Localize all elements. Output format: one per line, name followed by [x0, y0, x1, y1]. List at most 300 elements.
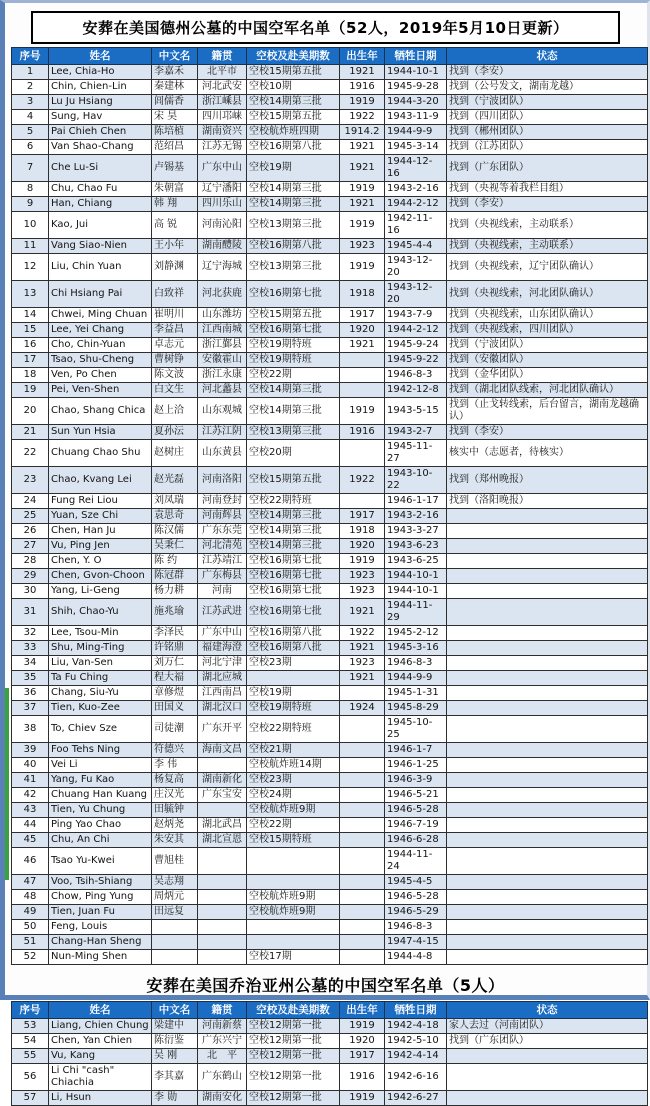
cell-name-en: To, Chiev Sze [49, 716, 152, 743]
cell-birth-year [340, 368, 385, 383]
cell-birth-year: 1919 [340, 182, 385, 197]
cell-name-en: Tien, Kuo-Zee [49, 701, 152, 716]
cell-birth-year [340, 716, 385, 743]
cell-status: 找到（广东团队） [447, 1034, 648, 1049]
table-row [12, 875, 648, 890]
table-row [12, 368, 648, 383]
cell-name-en: Li, Hsun [49, 1091, 152, 1106]
cell-death-date: 1942-4-18 [385, 1019, 447, 1034]
cell-name-zh: 赵树庄 [152, 440, 198, 467]
cell-name-zh: 杨力耕 [152, 584, 198, 599]
cell-name-zh: 李 勋 [152, 1091, 198, 1106]
table-row [12, 65, 648, 80]
cell-school-batch: 空校航炸班9期 [247, 890, 340, 905]
cell-seq: 11 [12, 239, 49, 254]
cell-status [447, 905, 648, 920]
cell-name-zh: 田远复 [152, 905, 198, 920]
cell-name-en: Liu, Chin Yuan [49, 254, 152, 281]
cell-native-place: 浙江鄞县 [198, 338, 247, 353]
cell-birth-year: 1923 [340, 569, 385, 584]
cell-name-zh: 田毓钟 [152, 803, 198, 818]
cell-status [447, 1049, 648, 1064]
table-row [12, 803, 648, 818]
cell-school-batch: 空校14期第三批 [247, 509, 340, 524]
cell-death-date: 1945-3-14 [385, 140, 447, 155]
cell-school-batch: 空校14期第三批 [247, 383, 340, 398]
cell-seq: 34 [12, 656, 49, 671]
cell-name-en: Chi Hsiang Pai [49, 281, 152, 308]
cell-death-date: 1945-3-16 [385, 641, 447, 656]
cell-birth-year [340, 686, 385, 701]
cell-name-en: Tsao, Shu-Cheng [49, 353, 152, 368]
cell-death-date: 1946-8-3 [385, 920, 447, 935]
cell-name-zh: 袁思奇 [152, 509, 198, 524]
cell-native-place: 北 平 [198, 1049, 247, 1064]
cell-native-place: 广东宝安 [198, 788, 247, 803]
cell-birth-year [340, 905, 385, 920]
cell-school-batch: 空校15期第五批 [247, 467, 340, 494]
cell-birth-year: 1916 [340, 1064, 385, 1091]
cell-school-batch: 空校14期第三批 [247, 398, 340, 425]
cell-status: 找到（湖北团队线索，河北团队确认） [447, 383, 648, 398]
cell-death-date: 1944-12-16 [385, 155, 447, 182]
table-row [12, 182, 648, 197]
cell-seq: 5 [12, 125, 49, 140]
table-row [12, 920, 648, 935]
cell-death-date: 1944-2-12 [385, 197, 447, 212]
cell-school-batch: 空校16期第七批 [247, 554, 340, 569]
cell-seq: 15 [12, 323, 49, 338]
cell-name-zh: 陈衍鉴 [152, 1034, 198, 1049]
cell-school-batch: 空校10期 [247, 80, 340, 95]
cell-birth-year [340, 788, 385, 803]
cell-name-en: Han, Chiang [49, 197, 152, 212]
cell-seq: 21 [12, 425, 49, 440]
cell-seq: 4 [12, 110, 49, 125]
cell-school-batch: 空校16期第八批 [247, 626, 340, 641]
cell-status [447, 773, 648, 788]
table-row [12, 509, 648, 524]
cell-native-place: 河南沁阳 [198, 212, 247, 239]
cell-native-place [198, 905, 247, 920]
cell-name-en: Vu, Kang [49, 1049, 152, 1064]
cell-school-batch: 空校19期特班 [247, 701, 340, 716]
cell-death-date: 1945-10-25 [385, 716, 447, 743]
cell-seq: 13 [12, 281, 49, 308]
cell-name-en: Liu, Van-Sen [49, 656, 152, 671]
table-row [12, 905, 648, 920]
cell-seq: 18 [12, 368, 49, 383]
cell-birth-year: 1922 [340, 467, 385, 494]
column-header-name-zh: 中文名 [152, 1002, 198, 1019]
cell-name-zh: 白致祥 [152, 281, 198, 308]
cell-name-zh: 李泽民 [152, 626, 198, 641]
cell-school-batch: 空校15期第五批 [247, 65, 340, 80]
cell-birth-year: 1918 [340, 524, 385, 539]
cell-birth-year [340, 803, 385, 818]
cell-name-zh: 许铭鼎 [152, 641, 198, 656]
cell-seq: 10 [12, 212, 49, 239]
table-row [12, 353, 648, 368]
table-row [12, 281, 648, 308]
cell-status: 找到（广东团队） [447, 155, 648, 182]
table-row [12, 641, 648, 656]
cell-birth-year: 1919 [340, 212, 385, 239]
cell-native-place: 浙江永康 [198, 368, 247, 383]
cell-native-place: 广东兴宁 [198, 1034, 247, 1049]
cell-native-place: 广东梅县 [198, 569, 247, 584]
cell-death-date: 1944-10-1 [385, 569, 447, 584]
cell-status [447, 875, 648, 890]
cell-school-batch: 空校14期第三批 [247, 182, 340, 197]
cell-name-zh: 范绍昌 [152, 140, 198, 155]
cell-status [447, 788, 648, 803]
cell-school-batch: 空校13期第三批 [247, 425, 340, 440]
cell-status: 找到（李安） [447, 425, 648, 440]
cell-name-zh: 曹旭桂 [152, 848, 198, 875]
cell-school-batch: 空校23期 [247, 773, 340, 788]
cell-native-place: 江苏无锡 [198, 140, 247, 155]
cell-status: 找到（央视线索，山东团队确认） [447, 308, 648, 323]
cell-death-date: 1944-3-20 [385, 95, 447, 110]
cell-birth-year [340, 758, 385, 773]
cell-name-zh: 吴志翔 [152, 875, 198, 890]
cell-name-zh: 秦建林 [152, 80, 198, 95]
cell-death-date: 1942-6-16 [385, 1064, 447, 1091]
cell-native-place: 河北宁津 [198, 656, 247, 671]
table-row [12, 338, 648, 353]
column-header-status: 状态 [447, 48, 648, 65]
table-row [12, 833, 648, 848]
cell-status: 找到（央视线索，辽宁团队确认） [447, 254, 648, 281]
section-title-texas: 安葬在美国德州公墓的中国空军名单（52人，2019年5月10日更新） [31, 11, 620, 44]
cell-death-date: 1946-1-7 [385, 743, 447, 758]
cell-native-place: 安徽霍山 [198, 353, 247, 368]
cell-death-date: 1945-9-24 [385, 338, 447, 353]
cell-seq: 57 [12, 1091, 49, 1106]
table-row [12, 539, 648, 554]
cell-name-zh: 曹树铮 [152, 353, 198, 368]
cell-name-en: Nun-Ming Shen [49, 950, 152, 965]
cell-status [447, 890, 648, 905]
cell-native-place: 山东观城 [198, 398, 247, 425]
cell-school-batch: 空校航炸班四期 [247, 125, 340, 140]
cell-birth-year [340, 383, 385, 398]
cell-death-date: 1944-10-1 [385, 65, 447, 80]
cell-native-place: 湖南新化 [198, 773, 247, 788]
cell-name-zh: 符德兴 [152, 743, 198, 758]
cell-seq: 6 [12, 140, 49, 155]
column-header-name-en: 姓名 [49, 48, 152, 65]
cell-name-en: Pai Chieh Chen [49, 125, 152, 140]
cell-birth-year: 1922 [340, 626, 385, 641]
cell-name-en: Chin, Chien-Lin [49, 80, 152, 95]
cell-birth-year: 1919 [340, 398, 385, 425]
cell-name-zh: 杨复高 [152, 773, 198, 788]
cell-name-zh: 白文生 [152, 383, 198, 398]
table-row [12, 1064, 648, 1091]
cell-school-batch: 空校16期第七批 [247, 599, 340, 626]
cell-birth-year [340, 818, 385, 833]
cell-school-batch: 空校15期特班 [247, 833, 340, 848]
cell-status: 找到（止戈转线索，后台留言，湖南龙越确认） [447, 398, 648, 425]
cell-name-en: Van Shao-Chang [49, 140, 152, 155]
cell-status [447, 599, 648, 626]
cell-school-batch: 空校14期第三批 [247, 197, 340, 212]
cell-name-zh: 李益昌 [152, 323, 198, 338]
cell-death-date: 1946-8-3 [385, 368, 447, 383]
header-row [12, 48, 648, 65]
cell-name-en: Li Chi "cash" Chiachia [49, 1064, 152, 1091]
cell-school-batch: 空校12期第一批 [247, 1064, 340, 1091]
cell-death-date: 1947-4-15 [385, 935, 447, 950]
cell-status: 找到（金华团队） [447, 368, 648, 383]
cell-birth-year: 1916 [340, 80, 385, 95]
cell-name-en: Tien, Yu Chung [49, 803, 152, 818]
cell-name-zh: 吴秉仁 [152, 539, 198, 554]
cell-name-en: Chuang Chao Shu [49, 440, 152, 467]
table-row [12, 140, 648, 155]
cell-name-zh: 程大福 [152, 671, 198, 686]
cell-school-batch: 空校15期第五批 [247, 308, 340, 323]
cell-name-zh: 梁建中 [152, 1019, 198, 1034]
cell-death-date: 1942-6-27 [385, 1091, 447, 1106]
table-row [12, 818, 648, 833]
cell-name-en: Pei, Ven-Shen [49, 383, 152, 398]
cell-school-batch: 空校17期 [247, 950, 340, 965]
cell-school-batch: 空校16期第七批 [247, 323, 340, 338]
cell-school-batch: 空校航炸班9期 [247, 905, 340, 920]
cell-status: 家人去过（河南团队） [447, 1019, 648, 1034]
cell-name-zh: 高 锐 [152, 212, 198, 239]
cell-native-place: 湖南安化 [198, 1091, 247, 1106]
cell-death-date: 1943-7-9 [385, 308, 447, 323]
cell-name-en: Yang, Fu Kao [49, 773, 152, 788]
cell-name-en: Kao, Jui [49, 212, 152, 239]
cell-native-place: 辽宁潘阳 [198, 182, 247, 197]
cell-status [447, 743, 648, 758]
cell-seq: 16 [12, 338, 49, 353]
cell-death-date: 1945-2-12 [385, 626, 447, 641]
cell-name-zh: 王小年 [152, 239, 198, 254]
cell-school-batch [247, 875, 340, 890]
cell-name-zh: 韩 翔 [152, 197, 198, 212]
table-row [12, 254, 648, 281]
cell-name-zh: 陈培植 [152, 125, 198, 140]
cell-seq: 48 [12, 890, 49, 905]
cell-death-date: 1946-5-29 [385, 905, 447, 920]
cell-native-place: 河北武安 [198, 80, 247, 95]
table-row [12, 890, 648, 905]
cell-native-place: 湖南醴陵 [198, 239, 247, 254]
cell-name-en: Lee, Chia-Ho [49, 65, 152, 80]
cell-seq: 20 [12, 398, 49, 425]
cell-native-place: 江西南昌 [198, 686, 247, 701]
cell-name-zh: 宋 昊 [152, 110, 198, 125]
cell-native-place: 福建海澄 [198, 641, 247, 656]
cell-status: 找到（央视线索，主动联系） [447, 212, 648, 239]
cell-death-date: 1946-6-28 [385, 833, 447, 848]
cell-death-date: 1945-1-31 [385, 686, 447, 701]
column-header-school-batch: 空校及赴美期数 [247, 1002, 340, 1019]
table-row [12, 656, 648, 671]
cell-death-date: 1942-5-10 [385, 1034, 447, 1049]
cell-native-place: 四川乐山 [198, 197, 247, 212]
cell-school-batch: 空校12期第一批 [247, 1049, 340, 1064]
cell-name-zh: 卓志元 [152, 338, 198, 353]
cell-school-batch [247, 920, 340, 935]
column-header-native-place: 籍贯 [198, 1002, 247, 1019]
cell-death-date: 1942-12-8 [385, 383, 447, 398]
cell-name-zh: 刘万仁 [152, 656, 198, 671]
cell-status: 找到（洛阳晚报） [447, 494, 648, 509]
cell-school-batch: 空校16期第八批 [247, 641, 340, 656]
column-header-status: 状态 [447, 1002, 648, 1019]
cell-school-batch: 空校16期第八批 [247, 239, 340, 254]
cell-seq: 26 [12, 524, 49, 539]
cell-native-place [198, 890, 247, 905]
cell-seq: 54 [12, 1034, 49, 1049]
cell-birth-year [340, 950, 385, 965]
cell-status: 找到（宁波团队） [447, 95, 648, 110]
cell-status [447, 701, 648, 716]
cell-seq: 40 [12, 758, 49, 773]
table-row [12, 425, 648, 440]
cell-name-en: Chen, Y. O [49, 554, 152, 569]
table-row [12, 599, 648, 626]
cell-name-en: Liang, Chien Chung [49, 1019, 152, 1034]
cell-seq: 52 [12, 950, 49, 965]
cell-school-batch: 空校22期特班 [247, 716, 340, 743]
cell-native-place: 江苏武进 [198, 599, 247, 626]
cell-name-en: Chao, Kvang Lei [49, 467, 152, 494]
cell-name-en: Tien, Juan Fu [49, 905, 152, 920]
cell-death-date: 1942-11-16 [385, 212, 447, 239]
cell-school-batch: 空校19期特班 [247, 353, 340, 368]
cell-birth-year [340, 833, 385, 848]
cell-status [447, 641, 648, 656]
cell-name-en: Shih, Chao-Yu [49, 599, 152, 626]
cell-name-en: Foo Tehs Ning [49, 743, 152, 758]
cell-native-place: 湖北宣恩 [198, 833, 247, 848]
cell-native-place: 北平市 [198, 65, 247, 80]
cell-name-zh: 卢锡基 [152, 155, 198, 182]
cell-seq: 51 [12, 935, 49, 950]
cell-seq: 39 [12, 743, 49, 758]
table-row [12, 110, 648, 125]
table-row [12, 239, 648, 254]
cell-name-zh: 陈汉儒 [152, 524, 198, 539]
cell-name-en: Ven, Po Chen [49, 368, 152, 383]
cell-death-date: 1944-10-1 [385, 584, 447, 599]
cell-status [447, 524, 648, 539]
cell-seq: 24 [12, 494, 49, 509]
cell-school-batch: 空校航炸班14期 [247, 758, 340, 773]
cell-seq: 23 [12, 467, 49, 494]
cell-status [447, 716, 648, 743]
cell-seq: 50 [12, 920, 49, 935]
cell-birth-year: 1921 [340, 671, 385, 686]
table-row [12, 716, 648, 743]
cell-native-place [198, 758, 247, 773]
cell-death-date: 1946-8-3 [385, 656, 447, 671]
cell-name-en: Sun Yun Hsia [49, 425, 152, 440]
table-row [12, 554, 648, 569]
cell-school-batch: 空校19期 [247, 155, 340, 182]
cell-death-date: 1945-8-29 [385, 701, 447, 716]
cell-status: 找到（郑州晚报） [447, 467, 648, 494]
cell-name-en: Chwei, Ming Chuan [49, 308, 152, 323]
table-row [12, 155, 648, 182]
cell-native-place: 河南洛阳 [198, 467, 247, 494]
cell-birth-year: 1922 [340, 110, 385, 125]
column-header-name-en: 姓名 [49, 1002, 152, 1019]
cell-school-batch: 空校13期第三批 [247, 212, 340, 239]
cell-name-zh [152, 935, 198, 950]
cell-status: 找到（宁波团队） [447, 338, 648, 353]
cell-name-zh [152, 920, 198, 935]
cell-name-en: Shu, Ming-Ting [49, 641, 152, 656]
cell-school-batch: 空校19期 [247, 686, 340, 701]
cell-native-place: 河南登封 [198, 494, 247, 509]
cell-death-date: 1943-2-16 [385, 182, 447, 197]
table-row [12, 1019, 648, 1034]
cell-birth-year: 1918 [340, 281, 385, 308]
cell-status [447, 569, 648, 584]
cell-birth-year: 1917 [340, 308, 385, 323]
cell-death-date: 1944-11-24 [385, 848, 447, 875]
cell-seq: 56 [12, 1064, 49, 1091]
cell-name-zh: 朱朝富 [152, 182, 198, 197]
cell-death-date: 1945-4-5 [385, 875, 447, 890]
cell-name-zh: 李 伟 [152, 758, 198, 773]
cell-name-en: Lee, Yei Chang [49, 323, 152, 338]
cell-death-date: 1943-12-20 [385, 281, 447, 308]
cell-native-place: 辽宁海城 [198, 254, 247, 281]
cell-school-batch: 空校16期第七批 [247, 584, 340, 599]
cell-name-en: Chen, Han Ju [49, 524, 152, 539]
table-row [12, 935, 648, 950]
cell-seq: 43 [12, 803, 49, 818]
cell-name-en: Yang, Li-Geng [49, 584, 152, 599]
cell-seq: 27 [12, 539, 49, 554]
cell-seq: 25 [12, 509, 49, 524]
cell-name-zh: 夏孙沄 [152, 425, 198, 440]
cell-death-date: 1943-11-9 [385, 110, 447, 125]
cell-death-date: 1944-9-9 [385, 125, 447, 140]
table-row [12, 80, 648, 95]
cell-native-place: 河北清苑 [198, 539, 247, 554]
table-row [12, 95, 648, 110]
cell-native-place: 河南 [198, 584, 247, 599]
cell-death-date: 1945-4-4 [385, 239, 447, 254]
cell-death-date: 1943-6-25 [385, 554, 447, 569]
cell-native-place: 海南文昌 [198, 743, 247, 758]
cell-status [447, 818, 648, 833]
cell-status [447, 1091, 648, 1106]
cell-name-en: Cho, Chin-Yuan [49, 338, 152, 353]
cell-status [447, 671, 648, 686]
cell-seq: 32 [12, 626, 49, 641]
cell-name-en: Che Lu-Si [49, 155, 152, 182]
cell-school-batch: 空校16期第七批 [247, 569, 340, 584]
cell-name-zh: 田国义 [152, 701, 198, 716]
table-row [12, 467, 648, 494]
table-row [12, 758, 648, 773]
table-row [12, 743, 648, 758]
cell-name-zh: 崔明川 [152, 308, 198, 323]
cell-status: 找到（央视线索，河北团队确认） [447, 281, 648, 308]
